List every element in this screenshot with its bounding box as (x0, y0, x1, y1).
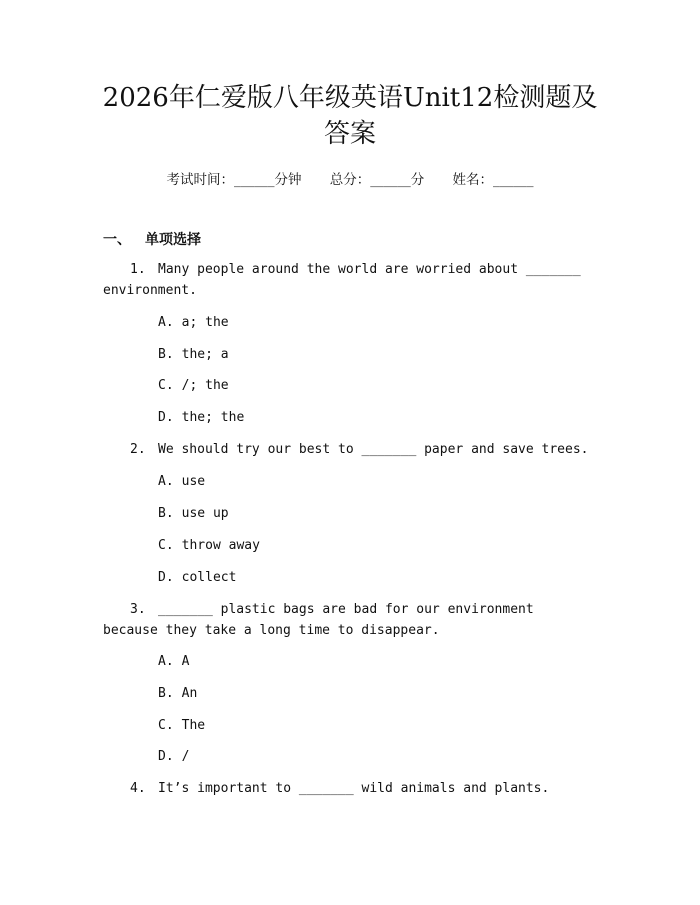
question-number: 4. (130, 781, 146, 796)
name-blank: ______ (493, 172, 534, 188)
exam-score: 总分：______分 (329, 172, 425, 188)
option: C. throw away (158, 538, 260, 553)
question-3 (103, 599, 593, 641)
section-title: 单项选择 (145, 232, 201, 248)
question-2 (103, 439, 593, 460)
time-blank: ______ (233, 172, 275, 188)
score-blank: ______ (370, 172, 411, 188)
option: C. /; the (158, 378, 229, 393)
option: A. use (158, 474, 206, 489)
question-number: 3. (130, 602, 146, 617)
question-4 (103, 778, 593, 799)
option: A. A (158, 654, 190, 669)
option: D. collect (158, 570, 237, 585)
question-1 (103, 259, 593, 301)
section-heading (103, 229, 201, 249)
option: B. An (158, 686, 198, 701)
option: A. a; the (158, 315, 229, 330)
exam-name: 姓名：______ (452, 172, 534, 188)
question-number: 2. (130, 442, 146, 457)
option: B. use up (158, 506, 229, 521)
document-title: 2026年仁爱版八年级英语Unit12检测题及答案 (102, 83, 598, 149)
section-number: 一、 (103, 232, 131, 248)
exam-time: 考试时间：______分钟 (166, 172, 302, 188)
option: D. the; the (158, 410, 245, 425)
option: D. / (158, 749, 190, 764)
question-text: _______ plastic bags are bad for our environment because they take a long time to disappear. (103, 602, 534, 638)
question-text: Many people around the world are worried about _______ environment. (103, 262, 581, 298)
option: B. the; a (158, 347, 229, 362)
question-text: We should try our best to _______ paper and save trees. (158, 442, 589, 457)
question-number: 1. (130, 262, 146, 277)
exam-info (0, 168, 700, 188)
question-text: It’s important to _______ wild animals and plants. (158, 781, 550, 796)
option: C. The (158, 718, 206, 733)
